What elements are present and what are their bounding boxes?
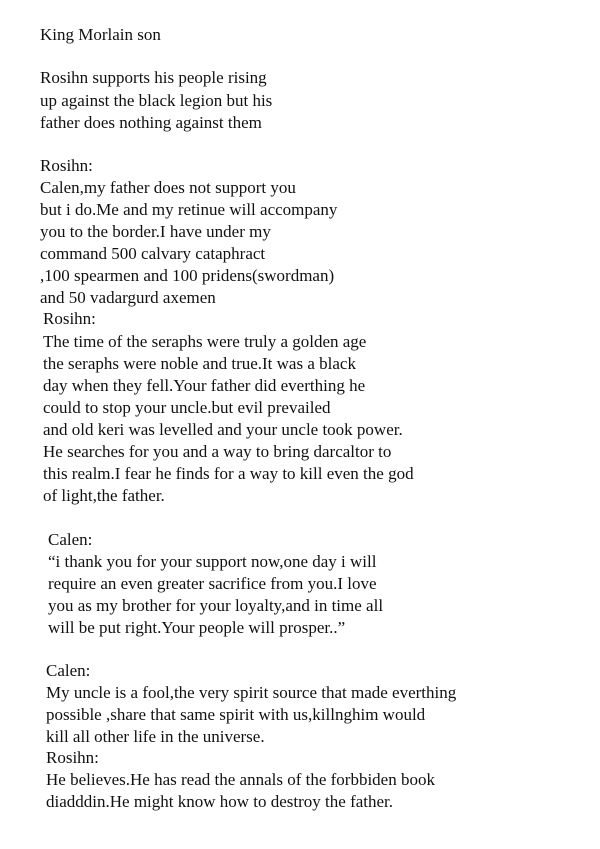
speaker-label: Calen: (46, 661, 91, 680)
speaker-label: Rosihn: (43, 309, 96, 328)
dialogue-line: and old keri was levelled and your uncle took power. (43, 420, 403, 439)
dialogue-line: possible ,share that same spirit with us,killnghim would (46, 705, 426, 724)
dialogue-line: My uncle is a fool,the very spirit source that made everthing (46, 683, 457, 702)
dialogue-line: He searches for you and a way to bring darcaltor to (43, 442, 392, 461)
speaker-label: Rosihn: (40, 156, 93, 175)
dialogue-line: diadddin.He might know how to destroy the father. (46, 792, 394, 811)
dialogue-line: kill all other life in the universe. (46, 727, 265, 746)
dialogue-line: day when they fell.Your father did everthing he (43, 376, 366, 395)
dialogue-line: “i thank you for your support now,one day i will (48, 552, 377, 571)
dialogue-line: The time of the seraphs were truly a golden age (43, 332, 367, 351)
intro-line: father does nothing against them (40, 113, 262, 132)
speaker-label: Calen: (48, 530, 93, 549)
dialogue-line: He believes.He has read the annals of the forbbiden book (46, 770, 435, 789)
dialogue-line: require an even greater sacrifice from you.I love (48, 574, 377, 593)
dialogue-line: the seraphs were noble and true.It was a black (43, 354, 356, 373)
dialogue-line: will be put right.Your people will prosper..” (48, 618, 346, 637)
dialogue-line: of light,the father. (43, 486, 165, 505)
document-title: King Morlain son (40, 25, 161, 44)
dialogue-line: but i do.Me and my retinue will accompany (40, 200, 338, 219)
dialogue-line: command 500 calvary cataphract (40, 244, 266, 263)
dialogue-line: and 50 vadargurd axemen (40, 288, 216, 307)
dialogue-line: you to the border.I have under my (40, 222, 271, 241)
dialogue-line: you as my brother for your loyalty,and in time all (48, 596, 384, 615)
intro-line: Rosihn supports his people rising (40, 68, 267, 87)
dialogue-line: Calen,my father does not support you (40, 178, 296, 197)
dialogue-line: ,100 spearmen and 100 pridens(swordman) (40, 266, 335, 285)
dialogue-line: could to stop your uncle.but evil prevailed (43, 398, 331, 417)
speaker-label: Rosihn: (46, 748, 99, 767)
dialogue-line: this realm.I fear he finds for a way to kill even the god (43, 464, 414, 483)
intro-line: up against the black legion but his (40, 91, 273, 110)
